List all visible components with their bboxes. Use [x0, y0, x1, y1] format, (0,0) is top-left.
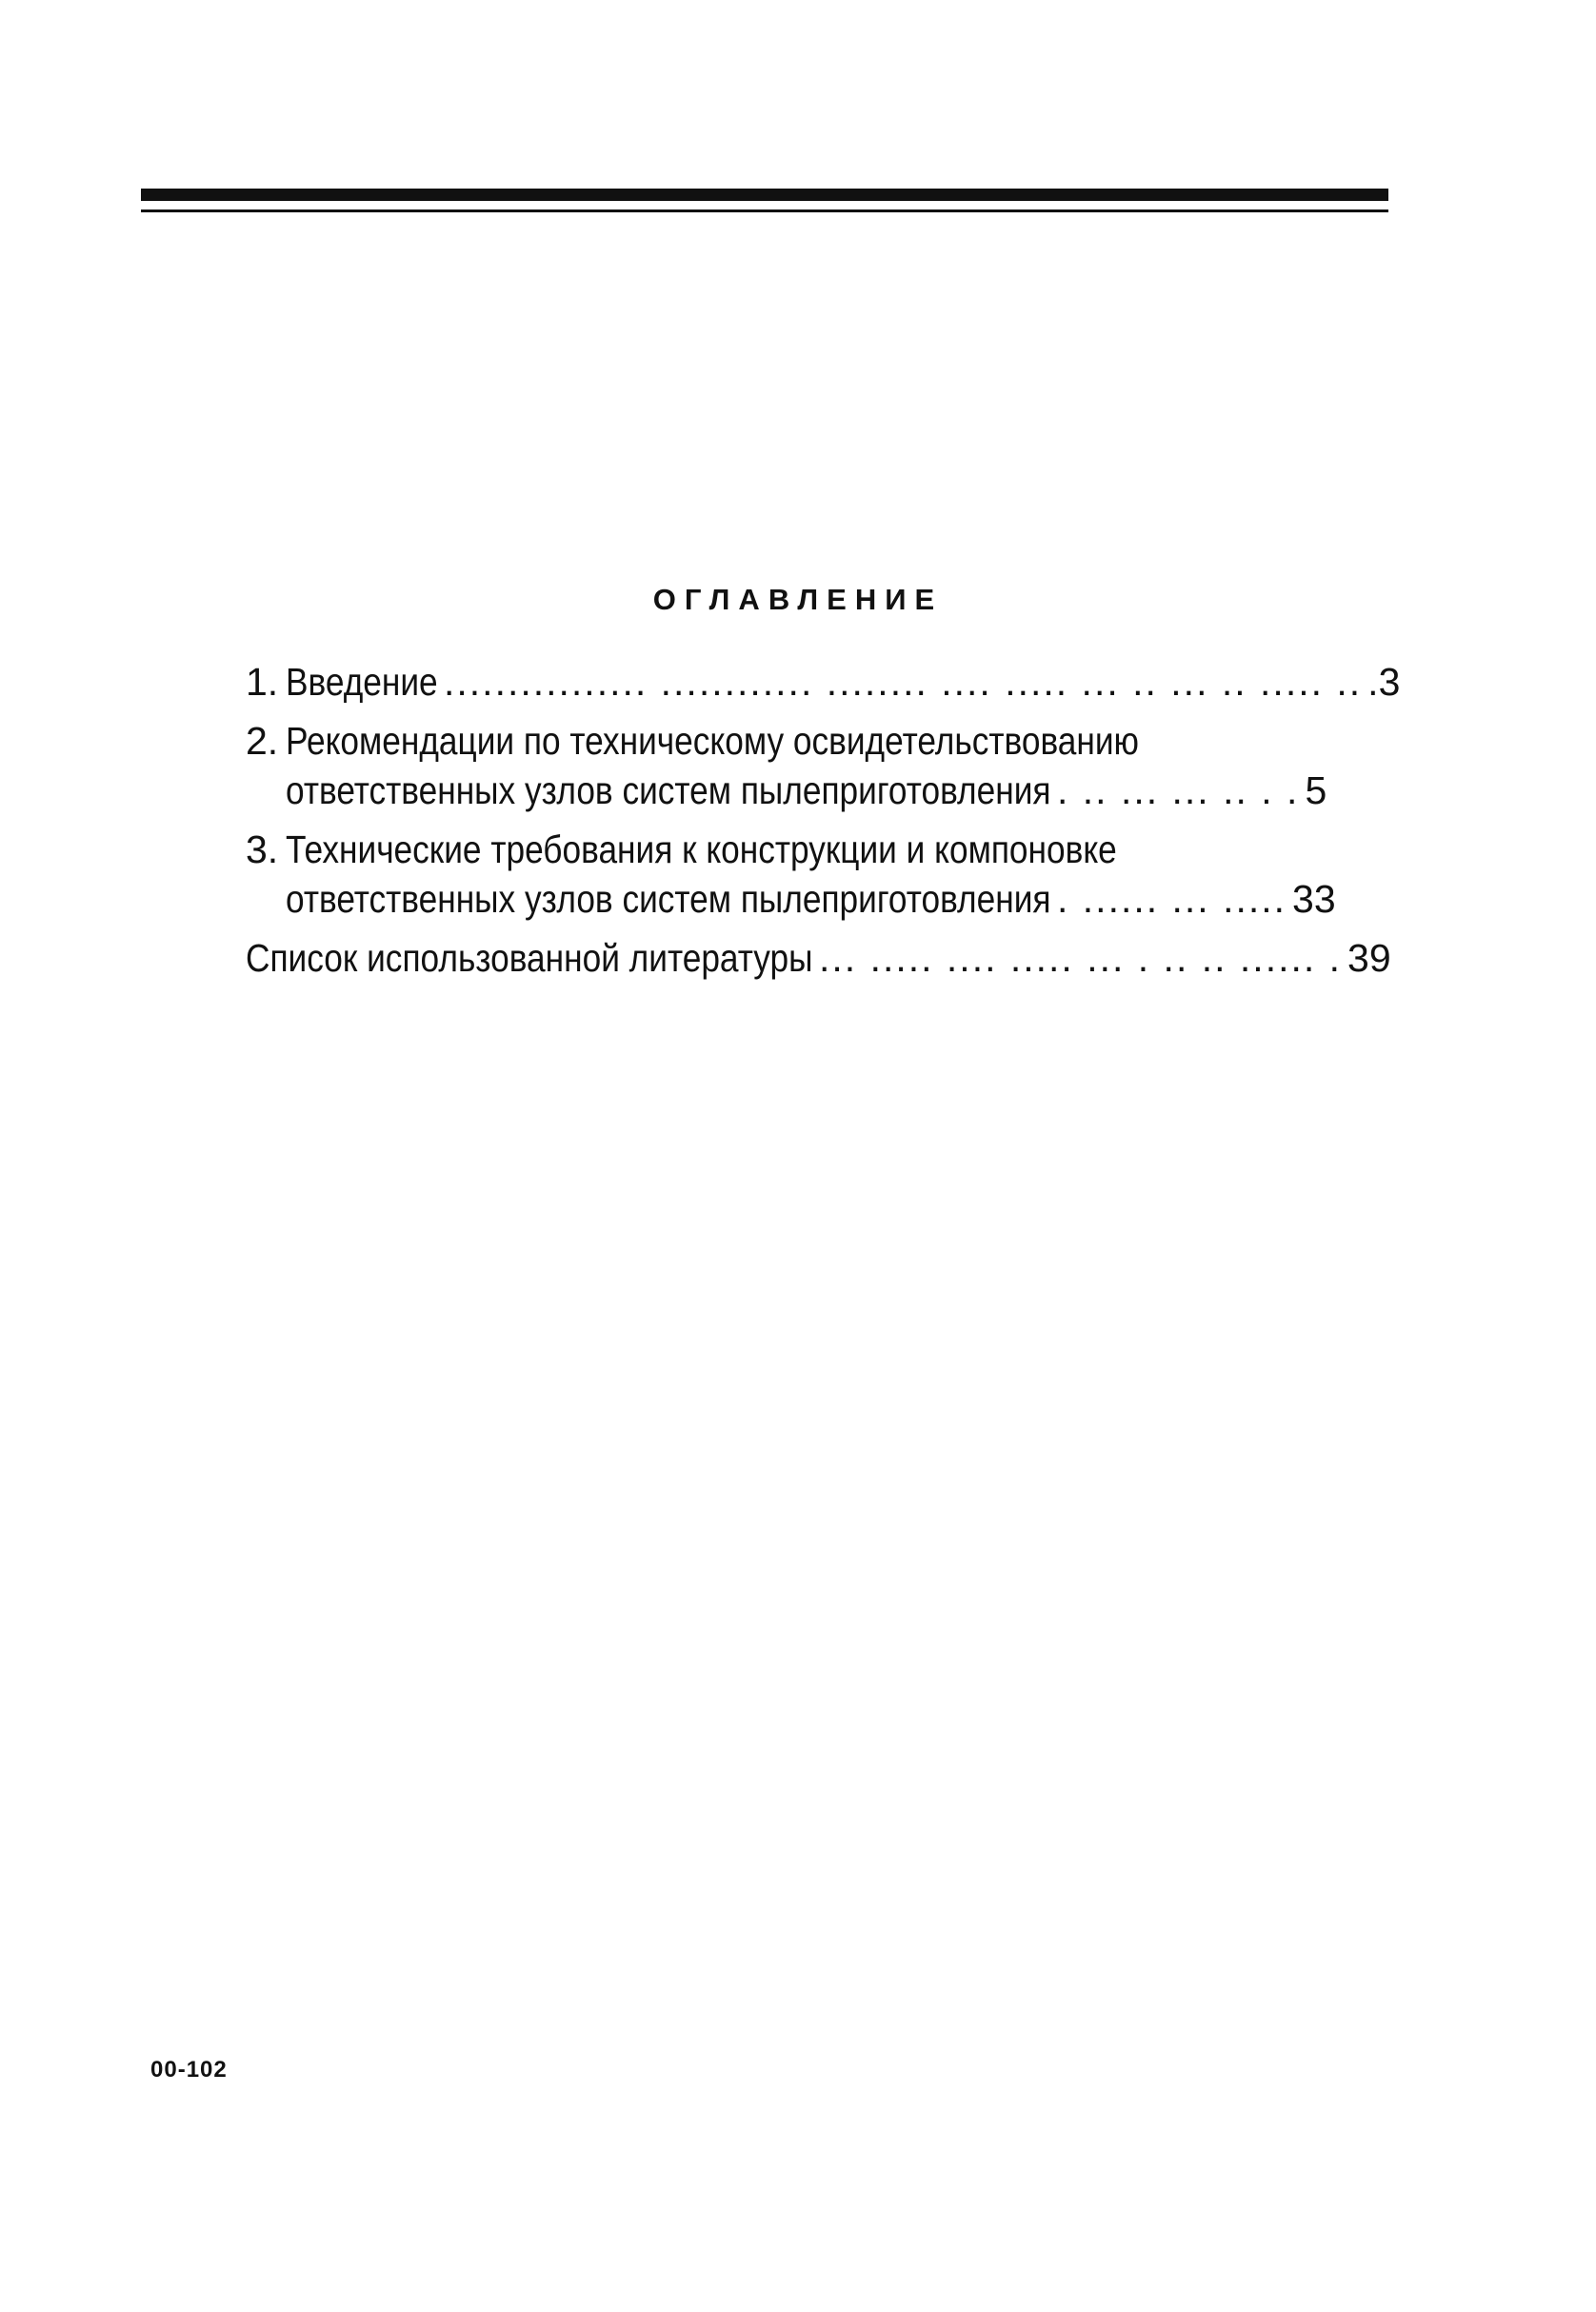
toc-entry-number: 2.	[246, 719, 279, 763]
header-rule-thick	[141, 189, 1388, 201]
toc-entry-leader: . .. ... ... .. . .	[1057, 768, 1300, 812]
header-rule-thin	[141, 209, 1388, 212]
table-of-contents	[246, 657, 1401, 992]
toc-entry-title: Рекомендации по техническому освидетельствованию	[286, 719, 1139, 763]
toc-entry-page: 39	[1347, 936, 1391, 980]
toc-entry-line	[246, 874, 1336, 924]
toc-entry-line	[246, 766, 1327, 815]
toc-entry-leader: . ...... ... .....	[1057, 877, 1287, 921]
toc-entry-number: 1.	[246, 660, 279, 704]
toc-entry-line	[246, 825, 1274, 874]
toc-entry-title: Список использованной литературы	[246, 936, 813, 980]
toc-entry-title-continued: ответственных узлов систем пылеприготовления	[286, 768, 1051, 812]
toc-entry-line	[246, 716, 1274, 766]
toc-entry-leader: ................ ............ ........ .... ..... ... .. ... .. ..... ..	[444, 660, 1363, 704]
toc-entry-line	[246, 933, 1391, 983]
toc-entry-introduction[interactable]	[246, 657, 1401, 707]
toc-title: ОГЛАВЛЕНИЕ	[652, 583, 944, 616]
toc-entry-page: 33	[1292, 877, 1336, 921]
toc-entry-technical-requirements[interactable]	[246, 825, 1336, 924]
toc-entry-number: 3.	[246, 827, 279, 871]
toc-entry-recommendations[interactable]	[246, 716, 1327, 815]
toc-entry-line	[246, 657, 1401, 707]
toc-entry-title: Введение	[286, 660, 438, 704]
toc-entry-title: Технические требования к конструкции и компоновке	[286, 827, 1117, 871]
toc-entry-page: .3	[1367, 660, 1401, 704]
footer-code: 00-102	[150, 2057, 228, 2083]
toc-entry-references[interactable]	[246, 933, 1391, 983]
toc-entry-title-continued: ответственных узлов систем пылеприготовления	[286, 877, 1051, 921]
toc-entry-page: 5	[1305, 768, 1327, 812]
toc-entry-leader: ... ..... .... ..... ... . .. .. ...... .	[819, 936, 1343, 980]
